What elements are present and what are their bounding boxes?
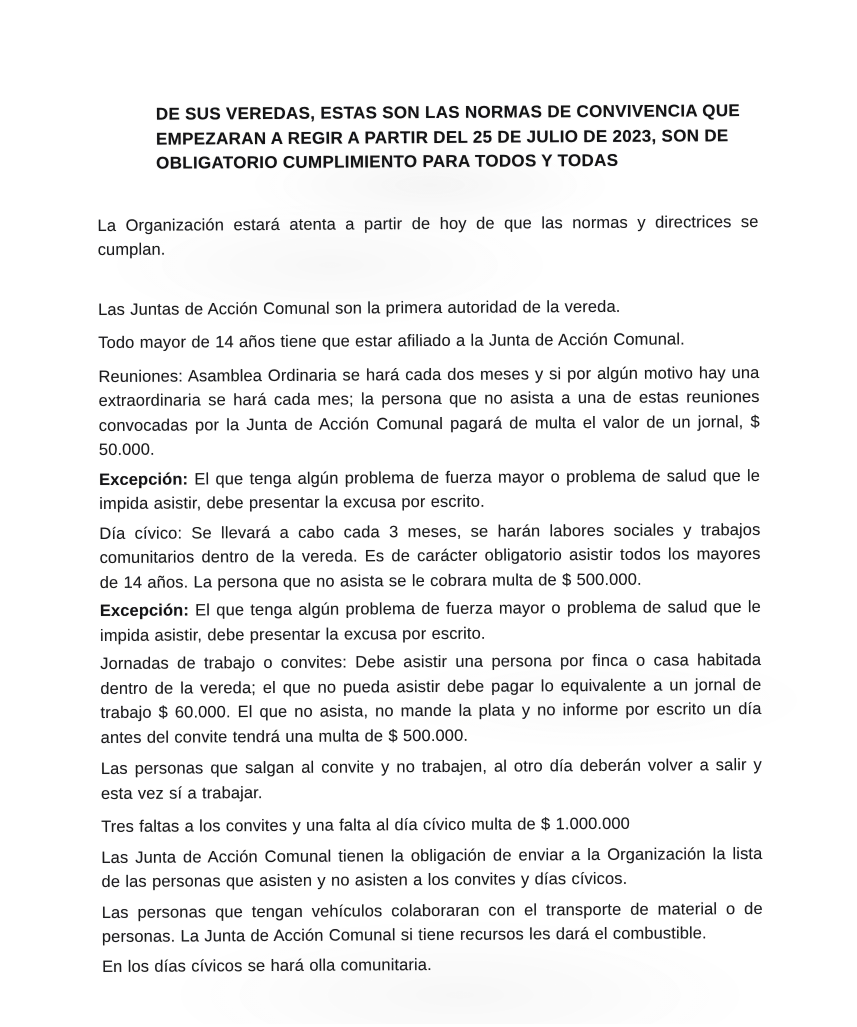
paragraph-text: Las Junta de Acción Comunal tienen la obligación de enviar a la Organización la lista de las personas que asisten y no asisten a los convites y días cívicos. <box>101 844 762 891</box>
paragraph-text: Reuniones: Asamblea Ordinaria se hará cada dos meses y si por algún motivo hay una extraordinaria se hará cada mes; la persona que no asista a una de estas reuniones convocadas por la Junta de Acción Comunal pagará de multa el valor de un jornal, $ 50.000. <box>98 363 759 459</box>
para-olla-comunitaria <box>102 950 763 979</box>
para-excepcion-1 <box>99 463 760 516</box>
para-juntas-autoridad <box>98 293 759 322</box>
heading-line: DE SUS VEREDAS, ESTAS SON LAS NORMAS DE CONVIVENCIA QUE <box>156 99 758 127</box>
para-vehiculos-transporte <box>102 896 763 949</box>
paragraph-text: Las personas que salgan al convite y no trabajen, al otro día deberán volver a salir y esta vez sí a trabajar. <box>101 756 762 803</box>
para-afiliacion-14-anos <box>98 327 759 356</box>
paragraph-text: Día cívico: Se llevará a cabo cada 3 meses, se harán labores sociales y trabajos comunitarios dentro de la vereda. Es de carácter obligatorio asistir todos los mayores de 14 años. La persona que no asista se le cobrara multa de $ 500.000. <box>99 520 760 591</box>
paragraph-text: En los días cívicos se hará olla comunitaria. <box>102 956 432 976</box>
para-dia-civico <box>99 517 760 595</box>
para-lista-asistencia <box>101 841 762 894</box>
paragraph-text: La Organización estará atenta a partir de hoy de que las normas y directrices se cumplan. <box>97 212 758 259</box>
para-convite-no-trabajan <box>101 753 762 806</box>
paragraph-text: Las personas que tengan vehículos colaboraran con el transporte de material o de personas. La Junta de Acción Comunal si tiene recursos les dará el combustible. <box>102 899 763 946</box>
para-organizacion-atenta <box>97 209 758 262</box>
para-jornadas-convites <box>100 648 762 750</box>
paragraph-lead: Excepción: <box>99 470 188 489</box>
para-excepcion-2 <box>100 595 761 648</box>
document-heading <box>156 99 758 176</box>
paragraph-lead: Excepción: <box>100 601 189 620</box>
heading-line: EMPEZARAN A REGIR A PARTIR DEL 25 DE JULIO DE 2023, SON DE <box>156 123 758 151</box>
paragraph-text: Jornadas de trabajo o convites: Debe asistir una persona por finca o casa habitada dentro de la vereda; el que no pueda asistir debe pagar lo equivalente a un jornal de trabajo $ 60.000. El que no asista, no mande la plata y no informe por escrito un día antes del convite tendrá una multa de $ 500.000. <box>100 651 761 747</box>
paragraph-text: Tres faltas a los convites y una falta al día cívico multa de $ 1.000.000 <box>101 815 630 836</box>
para-tres-faltas-multa <box>101 811 762 840</box>
paragraph-text: El que tenga algún problema de fuerza mayor o problema de salud que le impida asistir, debe presentar la excusa por escrito. <box>99 466 760 513</box>
paragraph-text: Todo mayor de 14 años tiene que estar afiliado a la Junta de Acción Comunal. <box>98 330 685 352</box>
paragraph-text: Las Juntas de Acción Comunal son la primera autoridad de la vereda. <box>98 297 620 318</box>
heading-line: OBLIGATORIO CUMPLIMIENTO PARA TODOS Y TODAS <box>156 148 758 176</box>
para-reuniones-multa <box>98 360 760 462</box>
paragraph-text: El que tenga algún problema de fuerza mayor o problema de salud que le impida asistir, debe presentar la excusa por escrito. <box>100 598 761 645</box>
